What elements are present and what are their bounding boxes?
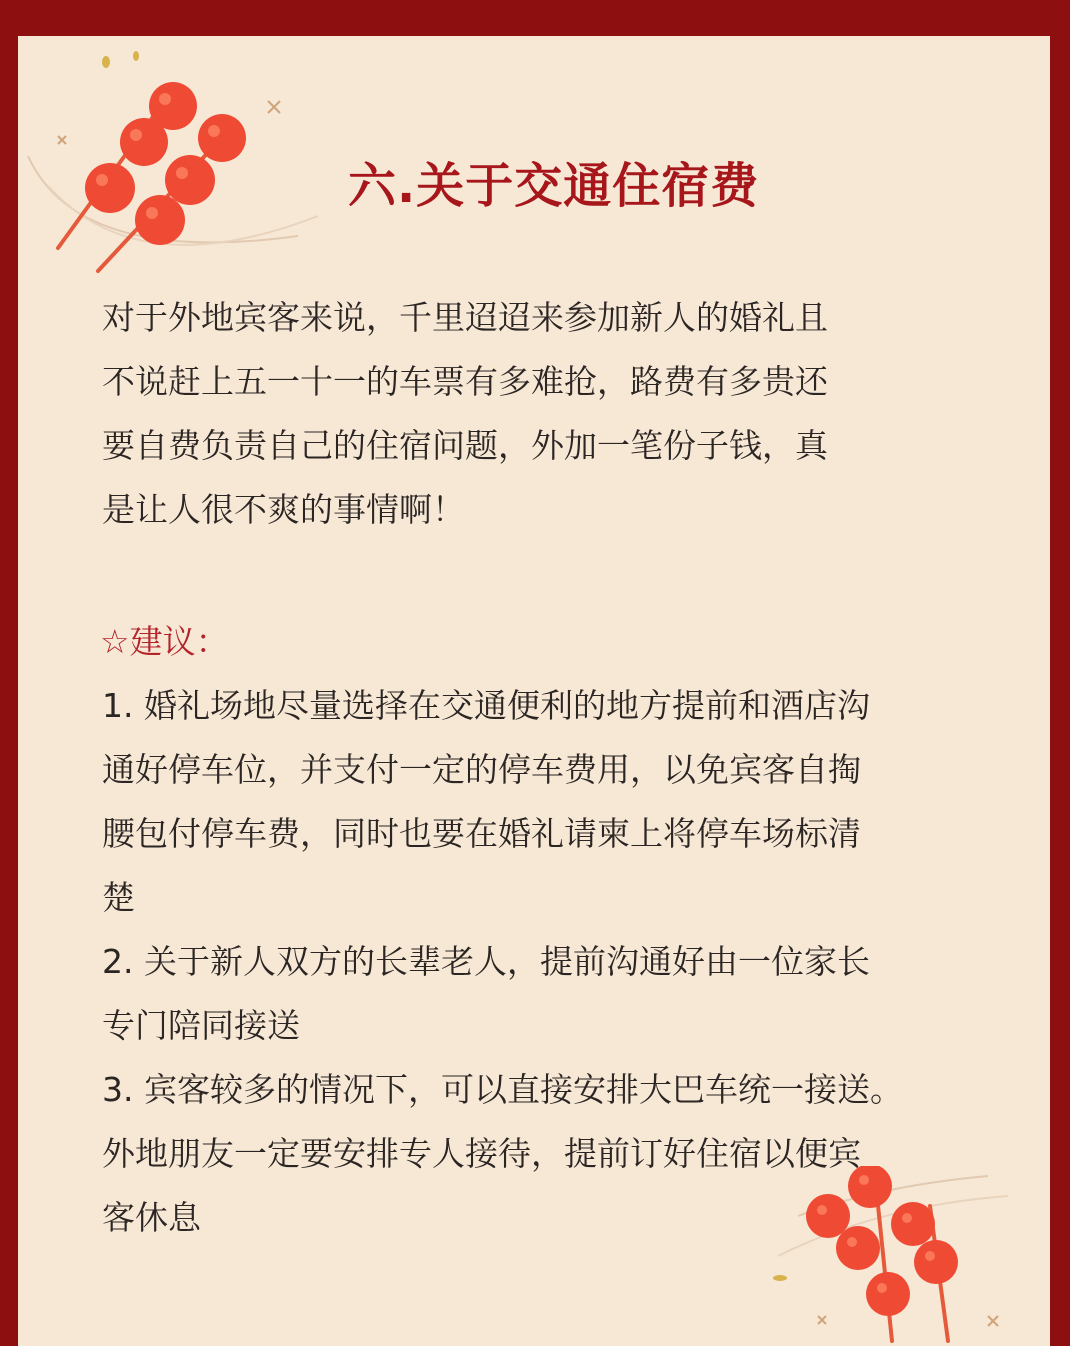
page-title: 六.关于交通住宿费	[348, 158, 760, 214]
suggestion-line: 3. 宾客较多的情况下，可以直接安排大巴车统一接送。	[102, 1070, 903, 1109]
suggestion-line: 1. 婚礼场地尽量选择在交通便利的地方提前和酒店沟	[102, 686, 870, 725]
suggestion-line: 通好停车位，并支付一定的停车费用，以免宾客自掏	[102, 750, 861, 789]
suggestion-line: 客休息	[102, 1198, 201, 1237]
intro-line: 不说赶上五一十一的车票有多难抢，路费有多贵还	[102, 362, 828, 401]
sparkle-icon	[818, 1316, 998, 1326]
intro-line: 要自费负责自己的住宿问题，外加一笔份子钱，真	[102, 426, 828, 465]
paper-card	[18, 36, 1050, 1346]
tanghulu-candied-fruit-icon	[18, 36, 338, 306]
suggestion-line: 专门陪同接送	[102, 1006, 300, 1045]
suggestion-list	[102, 674, 903, 1250]
suggestion-line: 楚	[102, 878, 135, 917]
suggestion-heading: ☆建议：	[100, 622, 229, 661]
suggestion-line: 腰包付停车费，同时也要在婚礼请柬上将停车场标清	[102, 814, 861, 853]
suggestion-line: 2. 关于新人双方的长辈老人，提前沟通好由一位家长	[102, 942, 870, 981]
intro-line: 是让人很不爽的事情啊！	[102, 490, 465, 529]
intro-line: 对于外地宾客来说，千里迢迢来参加新人的婚礼且	[102, 298, 828, 337]
intro-paragraph	[102, 286, 828, 542]
suggestion-line: 外地朋友一定要安排专人接待，提前订好住宿以便宾	[102, 1134, 861, 1173]
